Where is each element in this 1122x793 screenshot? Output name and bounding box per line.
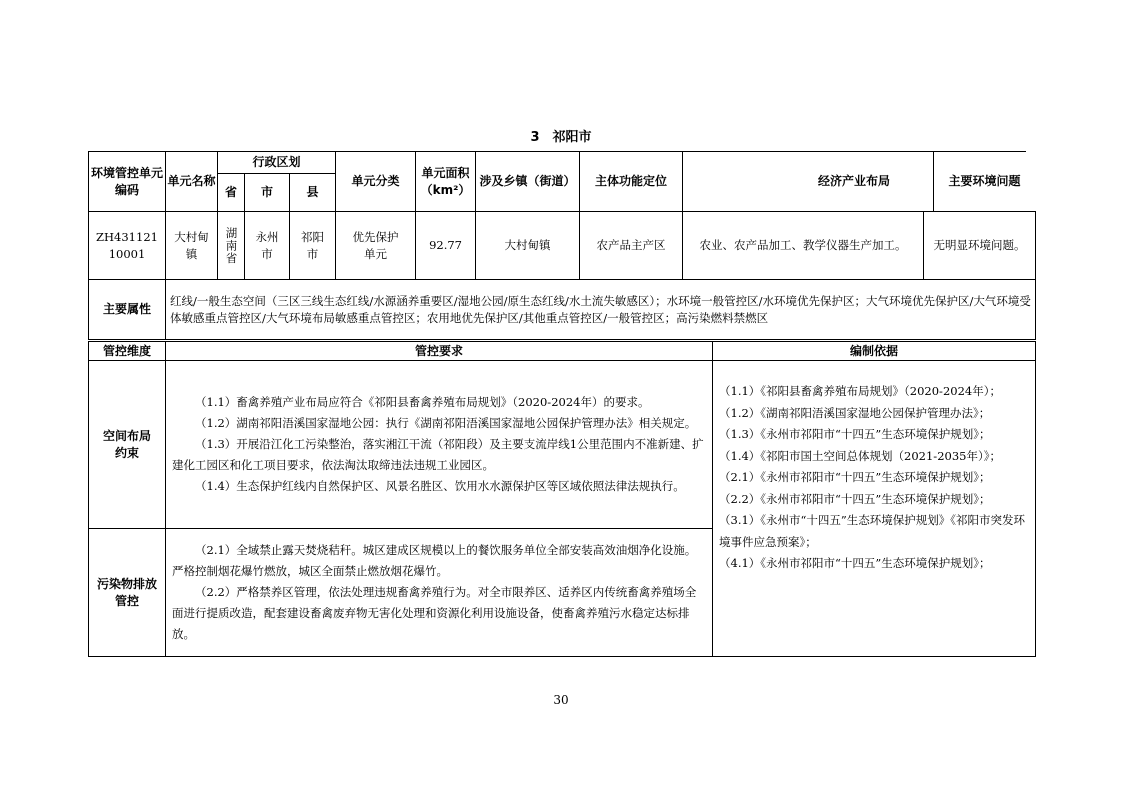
basis-item: （4.1）《永州市祁阳市“十四五”生态环境保护规划》； [719,556,991,570]
unit-name: 大村甸镇 [166,212,218,280]
header-basis: 编制依据 [713,342,1036,361]
pollution-item: （2.1）全域禁止露天焚烧秸秆。城区建成区规模以上的餐饮服务单位全部安装高效油烟净化设施。严格控制烟花爆竹燃放，城区全面禁止燃放烟花爆竹。 [172,543,697,578]
pollution-item: （2.2）严格禁养区管理，依法处理违规畜禽养殖行为。对全市限养区、适养区内传统畜禽养殖场全面进行提质改造，配套建设畜禽废弃物无害化处理和资源化利用设施设备，使畜禽养殖污水稳定达标排放。 [172,585,697,641]
header-economy: 经济产业布局 [683,152,1026,212]
unit-function: 农产品主产区 [580,212,683,280]
page-number: 30 [553,693,569,707]
header-towns: 涉及乡镇（街道） [476,152,580,212]
header-unit-type: 单元分类 [336,152,416,212]
header-county: 县 [290,174,336,212]
header-unit-code: 环境管控单元编码 [89,152,166,212]
basis-item: （1.3）《永州市祁阳市“十四五”生态环境保护规划》； [719,427,991,441]
attributes-text: 红线/一般生态空间（三区三线生态红线/水源涵养重要区/湿地公园/原生态红线/水土流失敏感区）；水环境一般管控区/水环境优先保护区；大气环境优先保护区/大气环境受体敏感重点管控区/大气环境布局敏感重点管控区；农用地优先保护区/其他重点管控区/一般管控区；高污染燃料禁燃区 [166,280,1036,340]
header-main-function: 主体功能定位 [580,152,683,212]
spatial-item: （1.2）湖南祁阳浯溪国家湿地公园：执行《湖南祁阳浯溪国家湿地公园保护管理办法》相关规定。 [195,416,697,430]
basis-item: （3.1）《永州市“十四五”生态环境保护规划》《祁阳市突发环境事件应急预案》； [719,513,1026,549]
header-dimension: 管控维度 [89,342,166,361]
basis-item: （1.1）《祁阳县畜禽养殖布局规划》（2020-2024年）； [719,384,1001,398]
unit-city: 永州市 [245,212,290,280]
unit-code: ZH43112110001 [89,212,166,280]
basis-item: （2.2）《永州市祁阳市“十四五”生态环境保护规划》； [719,491,991,506]
header-area: 单元面积（km²） [416,152,476,212]
basis-item: （2.1）《永州市祁阳市“十四五”生态环境保护规划》； [719,470,991,484]
unit-issues: 无明显环境问题。 [924,212,1036,280]
header-province: 省 [218,174,245,212]
unit-type: 优先保护单元 [336,212,416,280]
pollution-label: 污染物排放管控 [97,576,158,608]
unit-economy: 农业、农产品加工、教学仪器生产加工。 [683,212,924,280]
page-title: 3 祁阳市 [530,130,592,145]
unit-county: 祁阳市 [290,212,336,280]
unit-province: 湖南省 [224,226,239,265]
unit-info-table [88,151,1036,280]
unit-towns: 大村甸镇 [476,212,580,280]
header-admin-region: 行政区划 [218,152,336,174]
header-unit-name: 单元名称 [166,152,218,212]
basis-item: （1.2）《湖南祁阳浯溪国家湿地公园保护管理办法》； [719,405,991,420]
header-env-issues: 主要环境问题 [933,152,1035,211]
attributes-label: 主要属性 [89,280,166,340]
unit-area: 92.77 [416,212,476,280]
spatial-item: （1.4）生态保护红线内自然保护区、风景名胜区、饮用水水源保护区等区域依照法律法规执行。 [195,479,685,493]
basis-item: （1.4）《祁阳市国土空间总体规划（2021-2035年）》； [719,448,1001,463]
header-requirements: 管控要求 [166,342,713,361]
control-table [88,341,1036,657]
attributes-table [88,279,1036,340]
spatial-item: （1.1）畜禽养殖产业布局应符合《祁阳县畜禽养殖布局规划》（2020-2024年）的要求。 [195,395,650,409]
spatial-label: 空间布局约束 [103,428,152,460]
header-city: 市 [245,174,290,212]
spatial-item: （1.3）开展沿江化工污染整治，落实湘江干流（祁阳段）及主要支流岸线1公里范围内不准新建、扩建化工园区和化工项目要求，依法淘汰取缔违法违规工业园区。 [172,437,704,472]
